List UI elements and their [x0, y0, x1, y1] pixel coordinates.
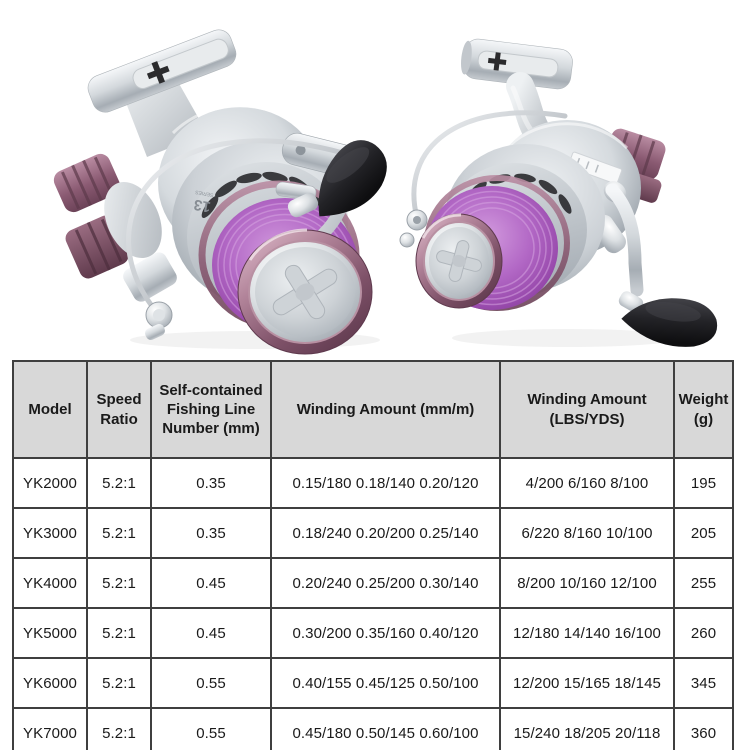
- col-header-model: Model: [13, 361, 87, 458]
- cell-winding-lbs: 8/200 10/160 12/100: [500, 558, 674, 608]
- cell-winding-lbs: 6/220 8/160 10/100: [500, 508, 674, 558]
- cell-winding-lbs: 15/240 18/205 20/118: [500, 708, 674, 750]
- col-header-line-number: Self-contained Fishing Line Number (mm): [151, 361, 271, 458]
- cell-winding-mm: 0.18/240 0.20/200 0.25/140: [271, 508, 500, 558]
- product-photo: [0, 0, 750, 358]
- spec-table-head: [13, 361, 733, 458]
- spec-table: [12, 360, 734, 750]
- cell-speed-ratio: 5.2:1: [87, 558, 151, 608]
- reel-photo-left: [51, 26, 401, 354]
- cell-model: YK7000: [13, 708, 87, 750]
- cell-line-number: 0.55: [151, 708, 271, 750]
- cell-model: YK3000: [13, 508, 87, 558]
- cell-line-number: 0.45: [151, 558, 271, 608]
- cell-winding-mm: 0.15/180 0.18/140 0.20/120: [271, 458, 500, 508]
- table-row-yk2000: [13, 458, 733, 508]
- table-row-yk5000: [13, 608, 733, 658]
- cell-speed-ratio: 5.2:1: [87, 708, 151, 750]
- cell-model: YK6000: [13, 658, 87, 708]
- cell-line-number: 0.45: [151, 608, 271, 658]
- cell-weight: 345: [674, 658, 733, 708]
- cell-weight: 255: [674, 558, 733, 608]
- header-row: [13, 361, 733, 458]
- cell-winding-lbs: 12/180 14/140 16/100: [500, 608, 674, 658]
- product-photo-area: [0, 0, 750, 358]
- cell-weight: 195: [674, 458, 733, 508]
- reel-photo-right: [400, 37, 721, 352]
- cell-winding-lbs: 4/200 6/160 8/100: [500, 458, 674, 508]
- table-row-yk6000: [13, 658, 733, 708]
- cell-winding-mm: 0.45/180 0.50/145 0.60/100: [271, 708, 500, 750]
- cell-model: YK5000: [13, 608, 87, 658]
- cell-weight: 360: [674, 708, 733, 750]
- cell-line-number: 0.35: [151, 508, 271, 558]
- cell-weight: 205: [674, 508, 733, 558]
- cell-speed-ratio: 5.2:1: [87, 508, 151, 558]
- cell-winding-lbs: 12/200 15/165 18/145: [500, 658, 674, 708]
- cell-line-number: 0.35: [151, 458, 271, 508]
- cell-speed-ratio: 5.2:1: [87, 458, 151, 508]
- table-row-yk4000: [13, 558, 733, 608]
- cell-winding-mm: 0.30/200 0.35/160 0.40/120: [271, 608, 500, 658]
- svg-text:13: 13: [192, 195, 212, 216]
- table-row-yk3000: [13, 508, 733, 558]
- cell-model: YK2000: [13, 458, 87, 508]
- col-header-weight: Weight (g): [674, 361, 733, 458]
- spec-table-body: [13, 458, 733, 750]
- table-row-yk7000: [13, 708, 733, 750]
- col-header-winding-lbs: Winding Amount (LBS/YDS): [500, 361, 674, 458]
- cell-speed-ratio: 5.2:1: [87, 608, 151, 658]
- reel-right-spool-face: [416, 214, 502, 308]
- cell-weight: 260: [674, 608, 733, 658]
- cell-winding-mm: 0.40/155 0.45/125 0.50/100: [271, 658, 500, 708]
- col-header-winding-mm: Winding Amount (mm/m): [271, 361, 500, 458]
- svg-text:SERIES: SERIES: [194, 188, 214, 198]
- col-header-speed-ratio: Speed Ratio: [87, 361, 151, 458]
- cell-model: YK4000: [13, 558, 87, 608]
- cell-speed-ratio: 5.2:1: [87, 658, 151, 708]
- reel-right-handle: [599, 177, 720, 353]
- reel-left-spool-face: [238, 230, 372, 354]
- cell-line-number: 0.55: [151, 658, 271, 708]
- cell-winding-mm: 0.20/240 0.25/200 0.30/140: [271, 558, 500, 608]
